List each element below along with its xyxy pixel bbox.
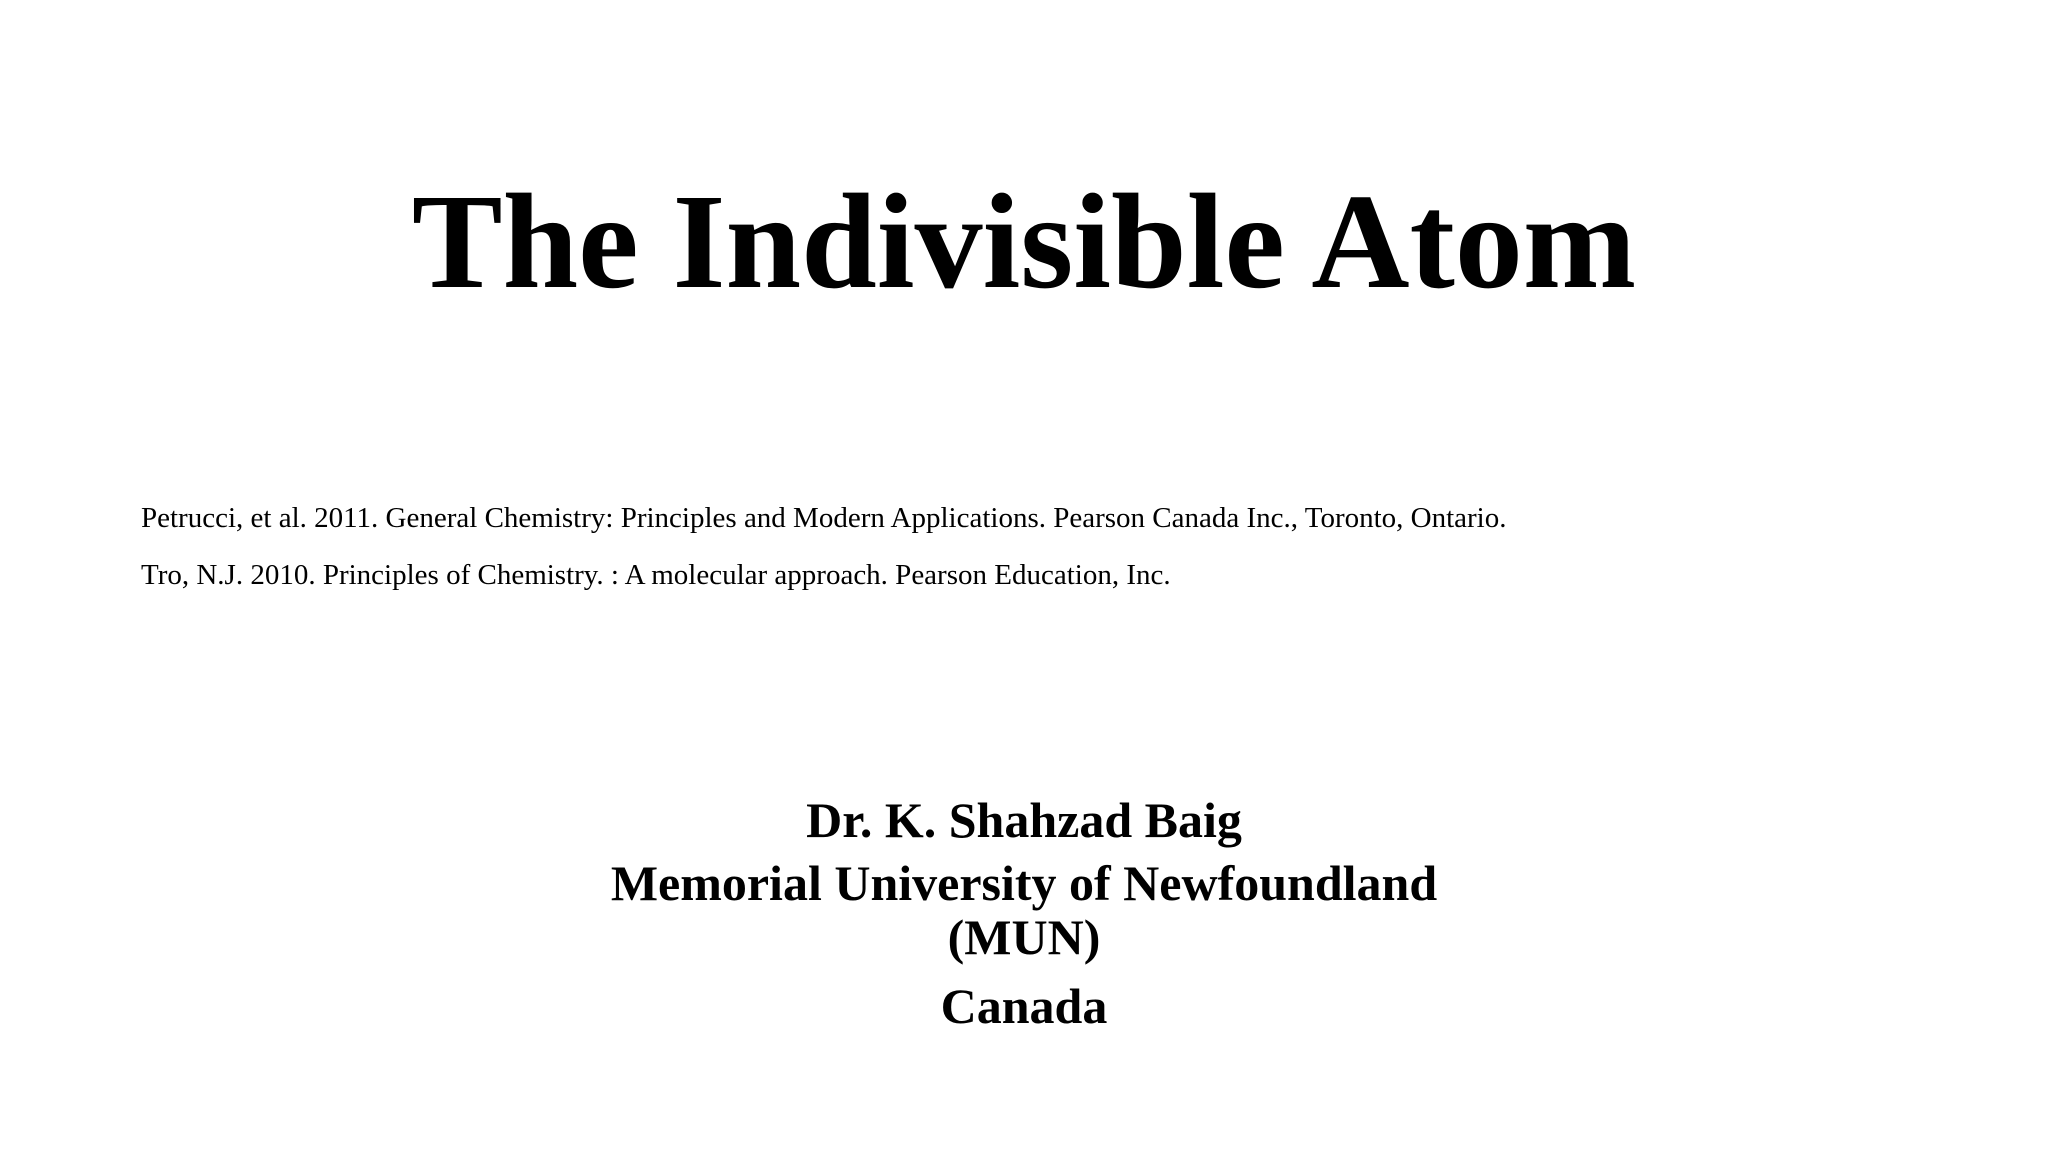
author-name: Dr. K. Shahzad Baig bbox=[806, 792, 1242, 848]
author-country: Canada bbox=[940, 978, 1108, 1034]
reference-item: Petrucci, et al. 2011. General Chemistry: Principles and Modern Applications. Pearson Canada Inc., Toronto, Ontario. bbox=[141, 502, 1507, 534]
affiliation-line-2: (MUN) bbox=[947, 909, 1101, 965]
affiliation-line-1: Memorial University of Newfoundland bbox=[610, 855, 1438, 911]
references-list bbox=[141, 490, 1941, 604]
author-block bbox=[0, 785, 2048, 1041]
reference-item: Tro, N.J. 2010. Principles of Chemistry. : A molecular approach. Pearson Education, Inc. bbox=[141, 559, 1171, 591]
slide-title: The Indivisible Atom bbox=[411, 167, 1637, 317]
